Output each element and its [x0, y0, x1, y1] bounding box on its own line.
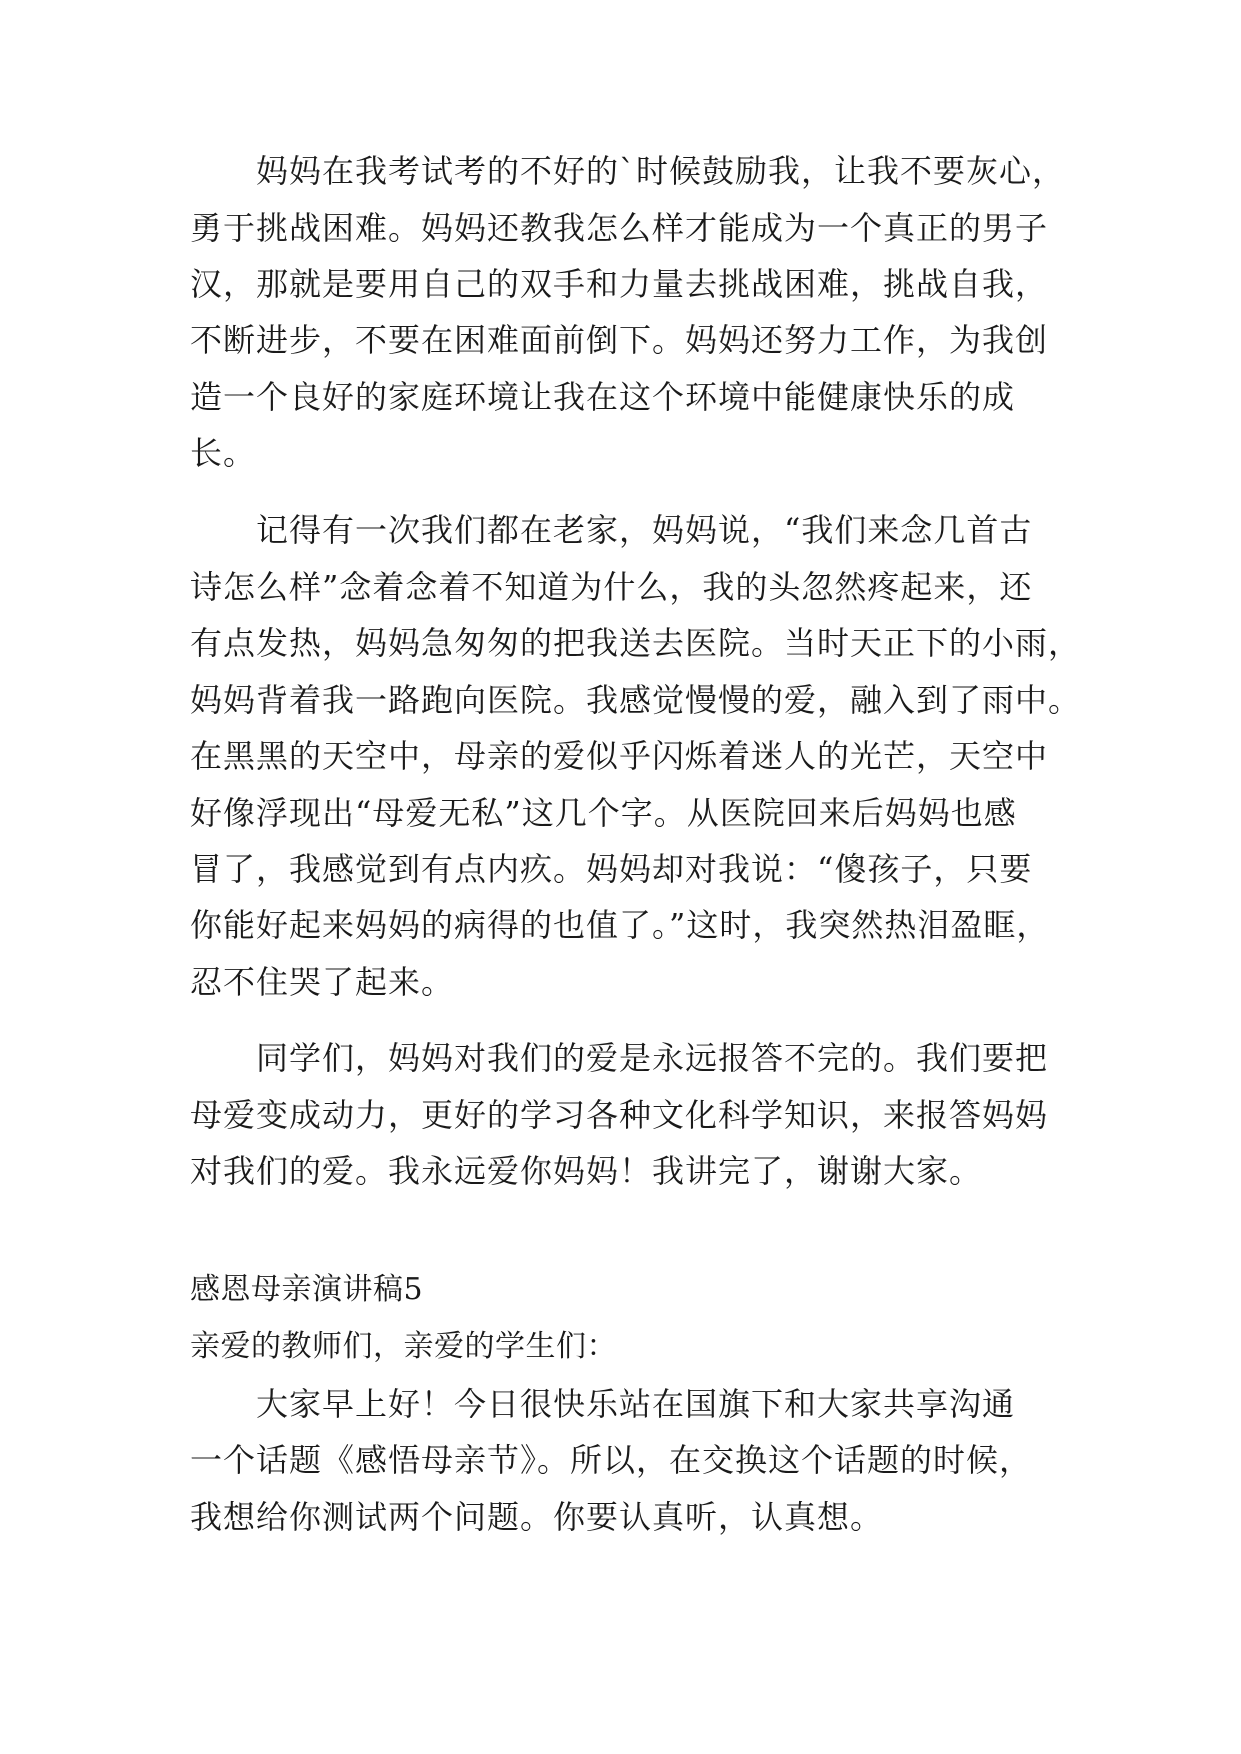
paragraph-4-line-2: 一个话题《感悟母亲节》。所以，在交换这个话题的时候，: [190, 1441, 1033, 1479]
paragraph-2-line-2: 诗怎么样”念着念着不知道为什么，我的头忽然疼起来，还: [190, 568, 1033, 606]
paragraph-2-line-6: 好像浮现出“母爱无私”这几个字。从医院回来后妈妈也感: [190, 794, 1017, 832]
paragraph-2-line-7: 冒了，我感觉到有点内疚。妈妈却对我说：“傻孩子，只要: [190, 850, 1033, 888]
paragraph-2-line-1: 记得有一次我们都在老家，妈妈说，“我们来念几首古: [256, 511, 1033, 549]
section-title: 感恩母亲演讲稿5: [190, 1272, 424, 1307]
paragraph-1-line-1: 妈妈在我考试考的不好的`时候鼓励我，让我不要灰心，: [256, 152, 1066, 190]
paragraph-1-line-6: 长。: [190, 434, 257, 472]
paragraph-2-line-3: 有点发热，妈妈急匆匆的把我送去医院。当时天正下的小雨，: [190, 624, 1082, 662]
paragraph-1-line-5: 造一个良好的家庭环境让我在这个环境中能健康快乐的成: [190, 378, 1016, 416]
paragraph-2-line-9: 忍不住哭了起来。: [190, 963, 455, 1001]
paragraph-3-line-3: 对我们的爱。我永远爱你妈妈！我讲完了，谢谢大家。: [190, 1152, 983, 1190]
paragraph-1-line-4: 不断进步，不要在困难面前倒下。妈妈还努力工作，为我创: [190, 321, 1049, 359]
paragraph-4-line-3: 我想给你测试两个问题。你要认真听，认真想。: [190, 1498, 884, 1536]
paragraph-3-line-2: 母爱变成动力，更好的学习各种文化科学知识，来报答妈妈: [190, 1096, 1049, 1134]
paragraph-1-line-2: 勇于挑战困难。妈妈还教我怎么样才能成为一个真正的男子: [190, 209, 1049, 247]
paragraph-1-line-3: 汉，那就是要用自己的双手和力量去挑战困难，挑战自我，: [190, 265, 1049, 303]
paragraph-2-line-8: 你能好起来妈妈的病得的也值了。”这时，我突然热泪盈眶，: [190, 906, 1050, 944]
paragraph-2-line-4: 妈妈背着我一路跑向医院。我感觉慢慢的爱，融入到了雨中。: [190, 681, 1082, 719]
greeting: 亲爱的教师们，亲爱的学生们：: [190, 1329, 617, 1364]
paragraph-3-line-1: 同学们，妈妈对我们的爱是永远报答不完的。我们要把: [256, 1039, 1049, 1077]
paragraph-2-line-5: 在黑黑的天空中，母亲的爱似乎闪烁着迷人的光芒，天空中: [190, 737, 1049, 775]
paragraph-4-line-1: 大家早上好！今日很快乐站在国旗下和大家共享沟通: [256, 1385, 1016, 1423]
